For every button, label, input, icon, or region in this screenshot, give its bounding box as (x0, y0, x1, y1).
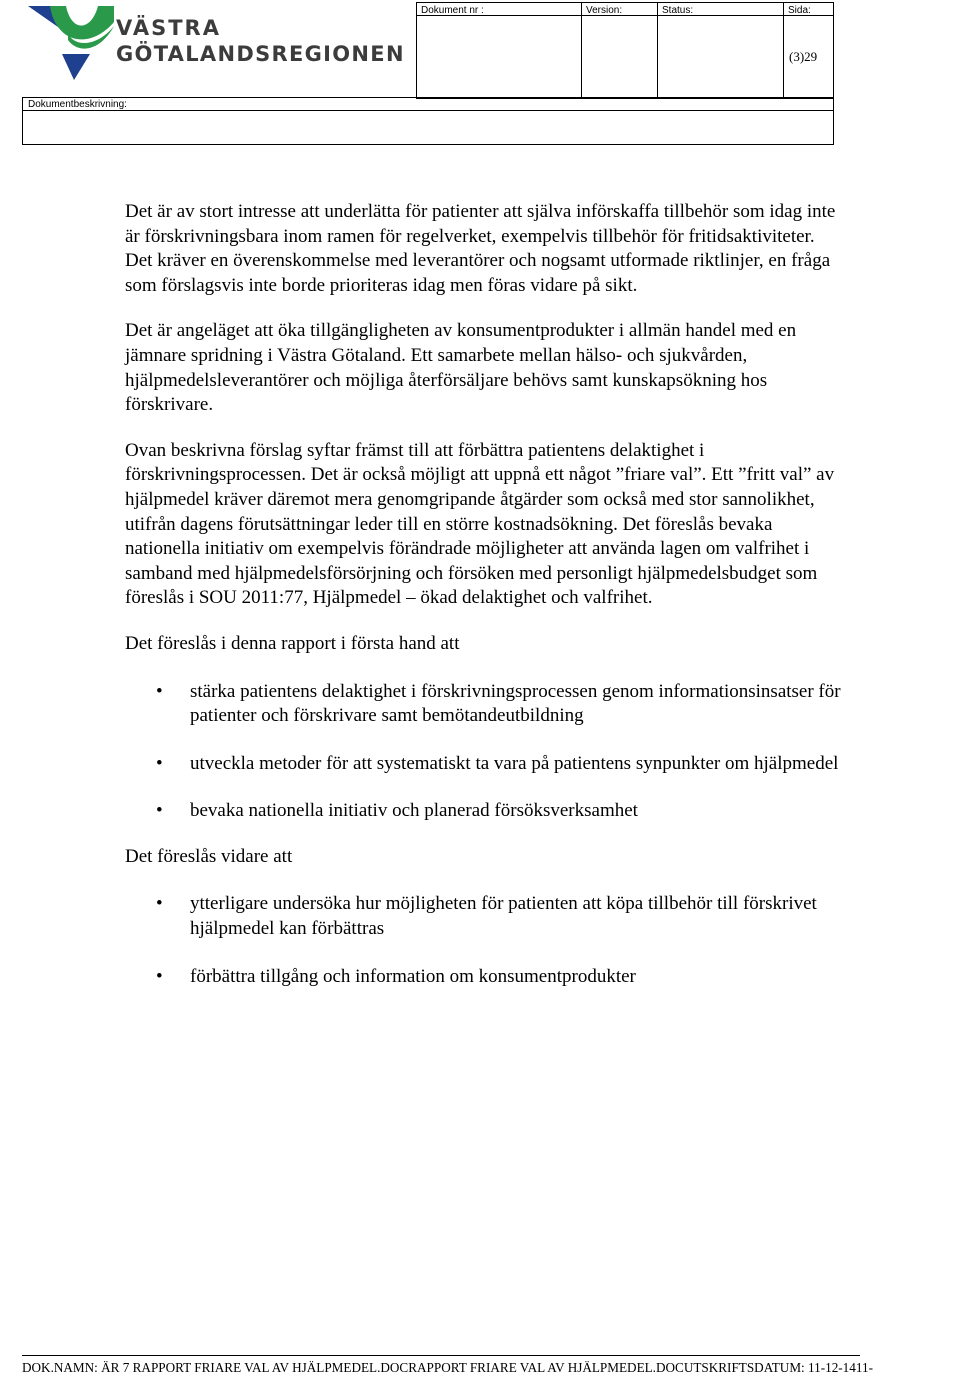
paragraph: Det är av stort intresse att underlätta för patienter att själva införskaffa tillbehör som idag inte är förskrivningsbara inom ramen för regelverket, exempelvis tillbehör för fritidsaktiviteter. Det kräver en överenskommelse med leverantörer och nogsamt utformade riktlinjer, en fråga som förslagsvis inte borde prioriteras idag men föras vidare på sikt. (125, 201, 836, 296)
list-item-text: bevaka nationella initiativ och planerad försöksverksamhet (190, 800, 638, 822)
bullet-icon: • (156, 965, 163, 987)
page-number: (3)29 (789, 49, 818, 64)
divider (416, 15, 834, 16)
field-status (657, 2, 783, 98)
paragraph: Det är angeläget att öka tillgängligheten av konsumentprodukter i allmän handel med en jämnare spridning i Västra Götaland. Ett samarbete mellan hälso- och sjukvården, hjälpmedelsleverantörer och möjliga återförsäljare behövs samt kunskapsökning hos förskrivare. (125, 320, 797, 416)
document-body (125, 200, 845, 1012)
footer-document-name: DOK.NAMN: ÄR 7 RAPPORT FRIARE VAL AV HJÄLPMEDEL.DOCRAPPORT FRIARE VAL AV HJÄLPMEDEL.DOCUTSKRIFTSDATUM: 11-12-1411- (22, 1360, 873, 1375)
bullet-icon: • (156, 752, 163, 774)
list-item (125, 965, 845, 990)
description-label: Dokumentbeskrivning: (28, 99, 127, 110)
bullet-icon: • (156, 800, 163, 822)
divider (23, 110, 833, 111)
vgr-logo (28, 4, 408, 86)
list-item-text: stärka patientens delaktighet i förskrivningsprocessen genom informationsinsatser för patienter och förskrivare samt bemötandeutbildning (190, 680, 841, 727)
field-label: Status: (662, 5, 694, 16)
field-label: Dokument nr : (421, 5, 484, 16)
bullet-icon: • (156, 893, 163, 915)
field-document-number (416, 2, 581, 98)
list-intro: Det föreslås vidare att (125, 845, 293, 867)
logo-text-line1: VÄSTRA (116, 16, 221, 40)
vgr-emblem-icon (28, 4, 118, 84)
list-item (125, 799, 845, 824)
list-item-text: förbättra tillgång och information om konsumentprodukter (190, 965, 636, 987)
divider (833, 2, 834, 99)
paragraph: Ovan beskrivna förslag syftar främst till att förbättra patientens delaktighet i förskrivningsprocessen. Det är också möjligt att uppnå ett något ”friare val”. Ett ”fritt val” av hjälpmedel kräver däremot mera genomgripande åtgärder som också med stor sannolikhet, utifrån dagens förutsättningar leder till en större kostnadsökning. Det föreslås bevaka nationella initiativ om exempelvis förändrade möjligheter att använda lagen om valfrihet i samband med hjälpmedelsförsörjning och försöken med personligt hjälpmedelsbudget som föreslås i SOU 2011:77, Hjälpmedel – ökad delaktighet och valfrihet. (125, 439, 835, 609)
list-item-text: ytterligare undersöka hur möjligheten för patienten att köpa tillbehör till förskrivet hjälpmedel kan förbättras (190, 893, 817, 940)
bullet-icon: • (156, 680, 163, 702)
list-item (125, 680, 845, 729)
logo-text-line2: GÖTALANDSREGIONEN (116, 42, 405, 66)
bullet-list (125, 680, 845, 824)
list-item (125, 892, 845, 941)
field-page (783, 2, 834, 98)
field-label: Version: (586, 5, 623, 16)
footer-divider (22, 1355, 860, 1356)
list-item-text: utveckla metoder för att systematiskt ta vara på patientens synpunkter om hjälpmedel (190, 752, 839, 774)
list-intro: Det föreslås i denna rapport i första hand att (125, 632, 460, 654)
document-header-table (416, 2, 834, 98)
bullet-list (125, 892, 845, 989)
list-item (125, 752, 845, 777)
document-description-box (22, 97, 834, 145)
field-version (581, 2, 657, 98)
field-label: Sida: (788, 5, 811, 16)
